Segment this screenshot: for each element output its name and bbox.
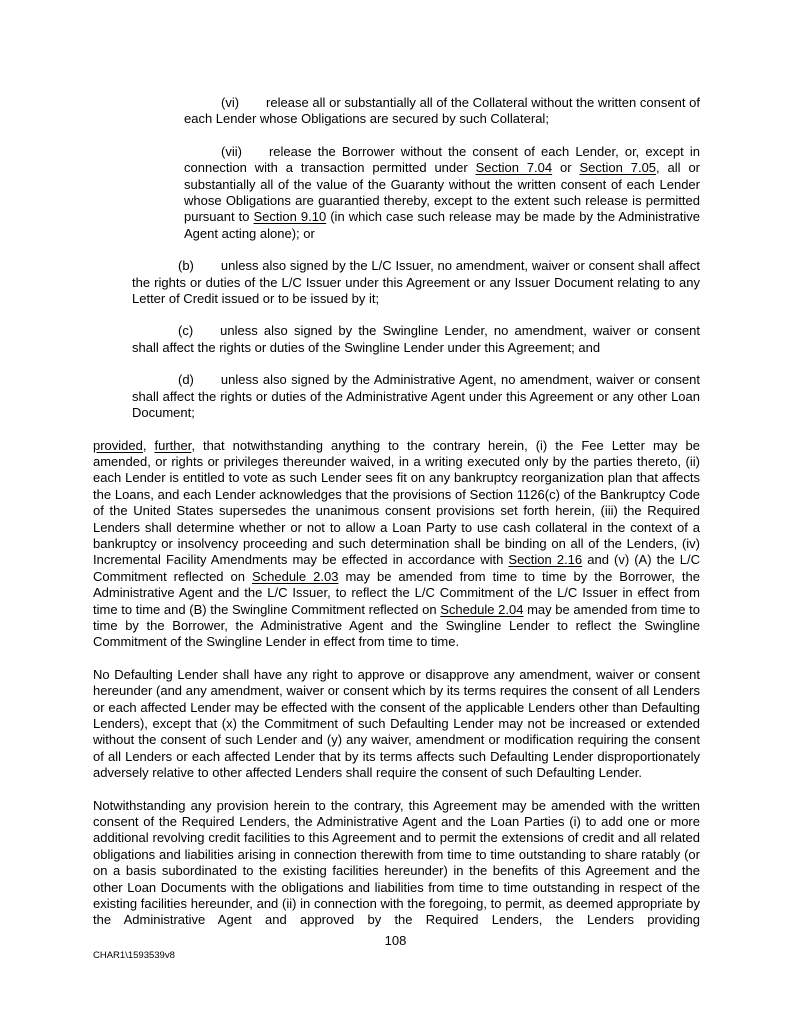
cross-reference: Section 2.16 [508, 552, 583, 568]
text-run: (c) [178, 323, 194, 339]
cross-reference: Section 9.10 [253, 209, 327, 225]
text-run: (b) [178, 258, 194, 274]
cross-reference: Schedule 2.04 [440, 601, 524, 617]
document-body [93, 95, 700, 945]
proviso-paragraph [93, 438, 700, 651]
defaulting-lender-paragraph [93, 667, 700, 782]
text-run: (in which case such release may be made by the Administrative Agent acting alone); or [184, 209, 701, 241]
text-run: Notwithstanding any provision herein to the contrary, this Agreement may be amended with the written consent of the Required Lenders, the Administrative Agent and the Loan Parties (i) to add one or more additional revolving credit facilities to this Agreement and to permit the extensions of credit and all related obligations and liabilities arising in connection therewith from time to time outstanding to share ratably (or on a basis subordinated to the existing facilities hereunder) in the benefits of this Agreement and the other Loan Documents with the obligations and liabilities from time to time outstanding in respect of the existing facilities hereunder, and (ii) in connection with the foregoing, to permit, as deemed appropriate by the Administrative Agent and approved by the Required Lenders, the Lenders providing [93, 797, 700, 928]
clause-d [132, 372, 700, 421]
notwithstanding-paragraph [93, 798, 700, 929]
text-run: release all or substantially all of the Collateral without the written consent of each Lender whose Obligations are secured by such Collateral; [184, 95, 700, 127]
cross-reference: Section 7.05 [579, 160, 657, 176]
text-run: , that notwithstanding anything to the contrary herein, (i) the Fee Letter may be amended, or rights or privileges thereunder waived, in a writing executed only by the parties thereto, (ii) each Lender is entitled to vote as such Lender sees fit on any bankruptcy reorganization plan that affects the Loans, and each Lender acknowledges that the provisions of Section 1126(c) of the Bankruptcy Code of the United States supersedes the unanimous consent provisions set forth herein, (iii) the Required Lenders shall determine whether or not to allow a Loan Party to use cash collateral in the context of a bankruptcy or insolvency proceeding and such determination shall be binding on all of the Lenders, (iv) Incremental Facility Amendments may be effected in accordance with [93, 437, 700, 568]
text-run: , all or substantially all of the value of the Guaranty without the written consent of each Lender whose Obligations are guarantied thereby, except to the extent such release is permitted pursuant to [184, 160, 700, 225]
text-run: unless also signed by the L/C Issuer, no amendment, waiver or consent shall affect the rights or duties of the L/C Issuer under this Agreement or any Issuer Document relating to any Letter of Credit issued or to be issued by it; [132, 258, 700, 307]
page-number: 108 [384, 933, 407, 948]
cross-reference: provided [93, 437, 143, 453]
text-run: may be amended from time to time by the Borrower, the Administrative Agent and the Swingline Lender to reflect the Swingline Commitment of the Swingline Lender in effect from time to time. [93, 601, 701, 650]
cross-reference: Schedule 2.03 [251, 568, 339, 584]
text-run: release the Borrower without the consent of each Lender, or, except in connection with a transaction permitted under [184, 143, 700, 176]
text-run: unless also signed by the Swingline Lender, no amendment, waiver or consent shall affect the rights or duties of the Swingline Lender under this Agreement; and [132, 323, 700, 355]
clause-c [132, 323, 700, 356]
clause-vi [184, 95, 700, 128]
cross-reference: Section 7.04 [475, 160, 553, 176]
text-run: (vii) [221, 143, 242, 159]
clause-vii [184, 144, 700, 242]
text-run: , [142, 437, 155, 453]
text-run: (vi) [221, 95, 240, 110]
text-run: unless also signed by the Administrative Agent, no amendment, waiver or consent shall affect the rights or duties of the Administrative Agent under this Agreement or any other Loan Document; [132, 372, 700, 421]
cross-reference: further [154, 437, 192, 453]
clause-b [132, 258, 700, 307]
text-run: may be amended from time to time by the Borrower, the Administrative Agent and the L/C Issuer, to reflect the L/C Commitment of the L/C Issuer in effect from time to time and (B) the Swingline Commitment reflected on [93, 568, 700, 617]
text-run: or [552, 160, 580, 176]
text-run: No Defaulting Lender shall have any right to approve or disapprove any amendment, waiver or consent hereunder (and any amendment, waiver or consent which by its terms requires the consent of all Lenders or each affected Lender may be effected with the consent of the applicable Lenders other than Defaulting Lenders), except that (x) the Commitment of such Defaulting Lender may not be increased or extended without the consent of such Lender and (y) any waiver, amendment or modification requiring the consent of all Lenders or each affected Lender that by its terms affects such Defaulting Lender disproportionately adversely relative to other affected Lenders shall require the consent of such Defaulting Lender. [93, 666, 700, 781]
text-run: and (v) (A) the L/C Commitment reflected on [93, 552, 701, 584]
doc-reference: CHAR1\1593539v8 [93, 950, 175, 961]
text-run: (d) [178, 372, 194, 388]
